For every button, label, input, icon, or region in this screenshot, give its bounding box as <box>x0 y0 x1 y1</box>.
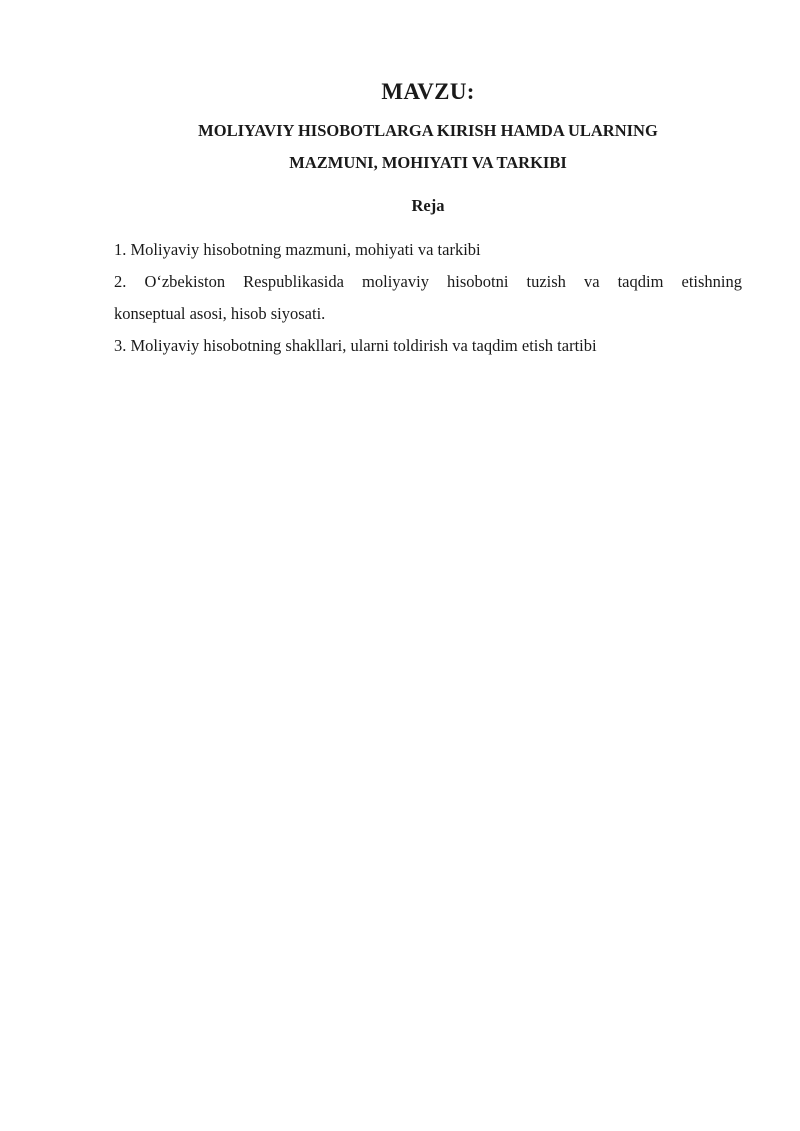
plan-item-1: 1. Moliyaviy hisobotning mazmuni, mohiyati va tarkibi <box>114 240 481 259</box>
plan-item-2 <box>114 266 742 330</box>
topic-title-line-2: MAZMUNI, MOHIYATI VA TARKIBI <box>289 153 567 172</box>
document-title: MAVZU: <box>381 79 475 104</box>
plan-list <box>114 234 742 362</box>
topic-title-line-1: MOLIYAVIY HISOBOTLARGA KIRISH HAMDA ULARNING <box>198 121 658 140</box>
plan-heading: Reja <box>411 196 445 215</box>
plan-item-2-line-2: konseptual asosi, hisob siyosati. <box>114 304 326 323</box>
plan-item-3: 3. Moliyaviy hisobotning shakllari, ularni toldirish va taqdim etish tartibi <box>114 336 597 355</box>
plan-item-2-line-1: 2. O‘zbekiston Respublikasida moliyaviy hisobotni tuzish va taqdim etishning <box>114 272 742 291</box>
